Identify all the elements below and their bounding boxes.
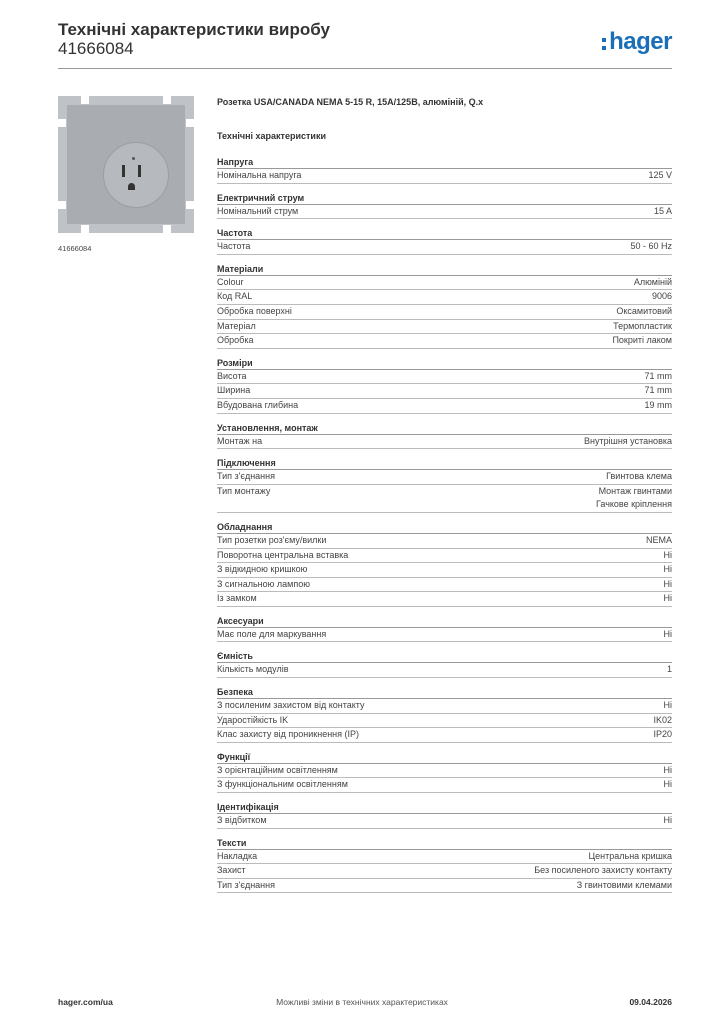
product-title: Розетка USA/CANADA NEMA 5-15 R, 15A/125B, алюміній, Q.x	[217, 97, 484, 107]
spec-row	[217, 592, 672, 607]
spec-value-line: IP20	[653, 729, 672, 740]
spec-row	[217, 578, 672, 593]
spec-value	[644, 384, 672, 398]
spec-row	[217, 334, 672, 349]
section-title: Розміри	[217, 357, 672, 370]
section-title: Аксесуари	[217, 615, 672, 628]
spec-value-line: Без посиленого захисту контакту	[534, 865, 672, 876]
spec-value	[664, 563, 673, 577]
spec-row	[217, 384, 672, 399]
spec-value-line: Оксамитовий	[616, 305, 672, 316]
product-code: 41666084	[58, 39, 134, 58]
spec-value-line: Гачкове кріплення	[596, 499, 672, 510]
spec-row	[217, 399, 672, 414]
spec-value	[664, 549, 673, 563]
spec-section	[217, 837, 672, 894]
spec-value	[534, 864, 672, 878]
footer-website: hager.com/ua	[58, 997, 113, 1007]
spec-row	[217, 714, 672, 729]
spec-row	[217, 435, 672, 450]
spec-value	[664, 778, 673, 792]
image-caption: 41666084	[58, 244, 92, 253]
spec-row	[217, 879, 672, 894]
spec-value-line: Ні	[663, 564, 672, 575]
spec-value-line: Ні	[663, 764, 672, 775]
spec-value-line: 50 - 60 Hz	[630, 241, 672, 252]
spec-row	[217, 370, 672, 385]
section-title: Тексти	[217, 837, 672, 850]
spec-value-line: 15 A	[653, 205, 672, 216]
hager-logo	[602, 28, 672, 56]
spec-value	[612, 334, 672, 348]
spec-value	[664, 592, 673, 606]
spec-value-line: NEMA	[645, 534, 672, 545]
spec-row	[217, 169, 672, 184]
spec-label: З функціональним освітленням	[217, 779, 348, 790]
spec-value-line: 9006	[651, 291, 672, 302]
footer-disclaimer: Можливі зміни в технічних характеристиках	[276, 997, 448, 1007]
spec-section	[217, 156, 672, 184]
spec-section	[217, 457, 672, 513]
spec-value	[664, 578, 673, 592]
spec-value	[664, 628, 673, 642]
spec-value-line: Монтаж гвинтами	[598, 485, 672, 496]
spec-value-line: 19 mm	[644, 399, 672, 410]
section-title: Електричний струм	[217, 192, 672, 205]
spec-value	[644, 399, 672, 413]
spec-value	[577, 879, 672, 893]
spec-value	[584, 435, 672, 449]
spec-row	[217, 205, 672, 220]
spec-value	[644, 370, 672, 384]
spec-value-line: Алюміній	[633, 276, 672, 287]
spec-label: Із замком	[217, 593, 257, 604]
spec-row	[217, 850, 672, 865]
spec-section	[217, 521, 672, 607]
frame-tab	[58, 119, 66, 127]
spec-value	[667, 663, 672, 677]
spec-value	[634, 276, 672, 290]
section-title: Матеріали	[217, 263, 672, 276]
spec-value-line: Ні	[663, 578, 672, 589]
spec-value	[588, 850, 672, 864]
spec-label: Захист	[217, 865, 246, 876]
spec-value-line: Ні	[663, 779, 672, 790]
spec-section	[217, 801, 672, 829]
spec-row	[217, 699, 672, 714]
spec-label: Має поле для маркування	[217, 628, 327, 639]
spec-value	[654, 205, 672, 219]
spec-value-line: Ні	[663, 593, 672, 604]
spec-value-line: 125 V	[648, 170, 672, 180]
page-title: Технічні характеристики виробу	[58, 20, 330, 39]
section-title: Ємність	[217, 650, 672, 663]
spec-section	[217, 357, 672, 414]
spec-section	[217, 263, 672, 349]
spec-label: Ширина	[217, 385, 251, 396]
spec-label: З сигнальною лампою	[217, 578, 310, 589]
spec-label: Тип з'єднання	[217, 471, 275, 482]
spec-label: Номінальний струм	[217, 205, 299, 216]
spec-label: Тип монтажу	[217, 485, 271, 496]
spec-row	[217, 563, 672, 578]
spec-label: Клас захисту від проникнення (IP)	[217, 729, 360, 740]
spec-section	[217, 227, 672, 255]
spec-label: Тип з'єднання	[217, 879, 275, 890]
spec-label: З орієнтаційним освітленням	[217, 764, 338, 775]
frame-tab	[163, 96, 171, 104]
spec-row	[217, 628, 672, 643]
spec-value	[653, 714, 672, 728]
section-title: Установлення, монтаж	[217, 422, 672, 435]
spec-label: Тип розетки роз'єму/вилки	[217, 534, 327, 545]
spec-row	[217, 814, 672, 829]
spec-section	[217, 686, 672, 743]
frame-tab	[58, 201, 66, 209]
spec-value-line: Термопластик	[613, 320, 672, 331]
section-title: Частота	[217, 227, 672, 240]
spec-value-line: 71 mm	[644, 370, 672, 381]
spec-label: Монтаж на	[217, 435, 263, 446]
spec-section	[217, 422, 672, 450]
spec-label: Обробка поверхні	[217, 305, 292, 316]
spec-value	[653, 728, 672, 742]
socket-plate	[67, 105, 185, 224]
spec-value	[613, 320, 672, 334]
spec-label: Код RAL	[217, 291, 253, 302]
spec-row	[217, 534, 672, 549]
footer-date: 09.04.2026	[629, 997, 672, 1007]
spec-value	[630, 240, 672, 254]
spec-section	[217, 751, 672, 793]
section-title: Ідентифікація	[217, 801, 672, 814]
section-title: Напруга	[217, 156, 672, 169]
spec-value-line: Гвинтова клема	[606, 471, 672, 482]
spec-value-line: З гвинтовими клемами	[576, 879, 672, 890]
spec-row	[217, 470, 672, 485]
spec-label: Поворотна центральна вставка	[217, 549, 349, 560]
frame-tab	[186, 201, 194, 209]
spec-heading: Технічні характеристики	[217, 131, 326, 141]
spec-value-line: Ні	[663, 628, 672, 639]
spec-row	[217, 663, 672, 678]
spec-value	[616, 305, 672, 319]
header-divider	[58, 68, 672, 69]
spec-value	[646, 534, 672, 548]
spec-row	[217, 764, 672, 779]
section-title: Підключення	[217, 457, 672, 470]
spec-value-line: Ні	[663, 815, 672, 826]
spec-label: Номінальна напруга	[217, 170, 302, 180]
spec-row	[217, 290, 672, 305]
spec-value-line: Ні	[663, 549, 672, 560]
spec-value	[648, 169, 672, 183]
frame-tab	[186, 119, 194, 127]
spec-value	[596, 485, 672, 512]
spec-label: Ударостійкість IK	[217, 714, 289, 725]
spec-value-line: Ні	[663, 700, 672, 711]
spec-value	[652, 290, 672, 304]
section-title: Безпека	[217, 686, 672, 699]
spec-value	[664, 764, 673, 778]
spec-row	[217, 549, 672, 564]
nema-socket-icon	[103, 142, 169, 208]
frame-tab	[81, 96, 89, 104]
spec-value	[664, 699, 673, 713]
spec-row	[217, 276, 672, 291]
spec-label: Colour	[217, 276, 244, 287]
spec-label: Вбудована глибина	[217, 399, 299, 410]
spec-label: Обробка	[217, 335, 254, 346]
spec-value-line: Покриті лаком	[612, 335, 672, 346]
spec-label: Кількість модулів	[217, 664, 289, 675]
product-image	[58, 96, 194, 233]
spec-value-line: 1	[666, 664, 672, 675]
spec-value-line: IK02	[653, 714, 672, 725]
section-title: Функції	[217, 751, 672, 764]
spec-row	[217, 240, 672, 255]
spec-value-line: Внутрішня установка	[584, 435, 672, 446]
frame-tab	[163, 225, 171, 233]
spec-label: Частота	[217, 241, 251, 252]
spec-section	[217, 650, 672, 678]
section-title: Обладнання	[217, 521, 672, 534]
spec-table	[217, 156, 672, 901]
spec-row	[217, 864, 672, 879]
spec-label: З відкидною кришкою	[217, 564, 308, 575]
frame-tab	[81, 225, 89, 233]
spec-value	[664, 814, 673, 828]
logo-text: hager	[609, 28, 672, 55]
spec-section	[217, 615, 672, 643]
spec-label: Матеріал	[217, 320, 256, 331]
spec-label: Накладка	[217, 850, 258, 861]
spec-row	[217, 778, 672, 793]
spec-label: З посиленим захистом від контакту	[217, 700, 365, 711]
spec-row	[217, 728, 672, 743]
spec-row	[217, 485, 672, 513]
spec-value-line: Центральна кришка	[588, 850, 672, 861]
spec-row	[217, 305, 672, 320]
spec-value	[606, 470, 672, 484]
spec-label: З відбитком	[217, 815, 267, 826]
logo-dots-icon	[602, 38, 606, 50]
spec-label: Висота	[217, 370, 247, 381]
spec-row	[217, 320, 672, 335]
spec-value-line: 71 mm	[644, 385, 672, 396]
spec-section	[217, 192, 672, 220]
